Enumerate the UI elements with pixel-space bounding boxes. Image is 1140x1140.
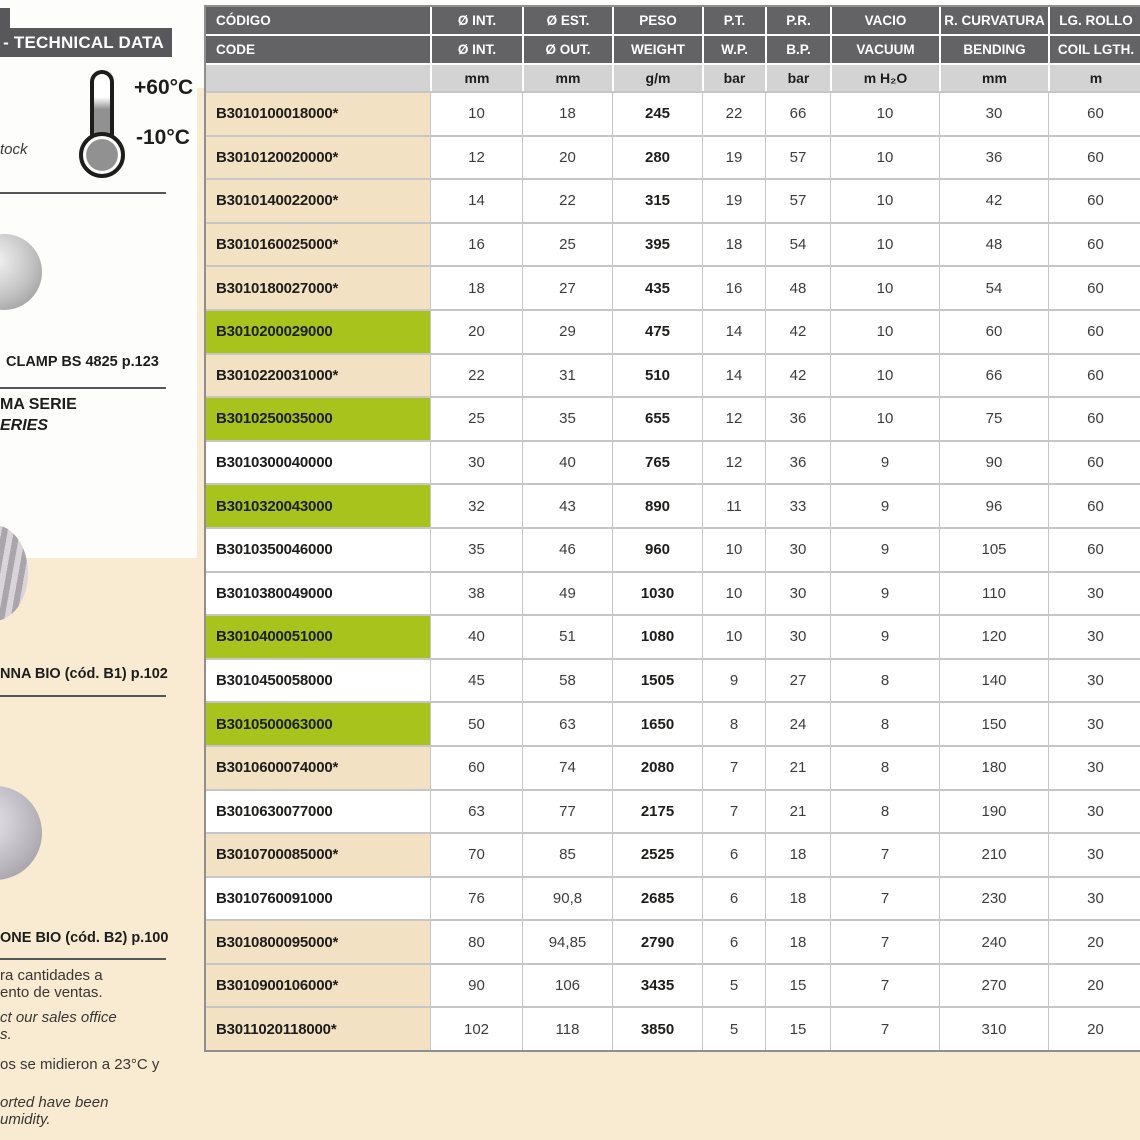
value-cell: 77 [522,791,612,833]
value-cell: 60 [1048,529,1140,571]
measurement-note-en-line2: umidity. [0,1111,51,1128]
value-cell: 30 [765,616,830,658]
header-cell: Ø OUT. [522,36,612,63]
table-row [206,789,1140,833]
value-cell: 54 [939,267,1048,309]
header-cell: Ø INT. [430,36,522,63]
bio2-reference: ONE BIO (cód. B2) p.100 [0,930,169,946]
value-cell: 30 [765,529,830,571]
units-cell: mm [939,65,1048,91]
value-cell: 16 [430,224,522,266]
value-cell: 29 [522,311,612,353]
value-cell: 50 [430,703,522,745]
value-cell: 30 [1048,573,1140,615]
value-cell: 60 [1048,267,1140,309]
table-header-row-es [206,7,1140,34]
temp-min-label: -10°C [136,126,190,149]
value-cell: 60 [1048,442,1140,484]
value-cell: 90 [430,965,522,1007]
value-cell: 106 [522,965,612,1007]
table-row [206,963,1140,1007]
table-row [206,745,1140,789]
value-cell: 43 [522,485,612,527]
table-row [206,135,1140,179]
units-cell [206,65,430,91]
value-cell: 230 [939,878,1048,920]
value-cell: 16 [702,267,765,309]
value-cell: 27 [765,660,830,702]
code-cell: B3010630077000 [206,791,430,833]
value-cell: 19 [702,137,765,179]
value-cell: 435 [612,267,702,309]
table-row [206,701,1140,745]
units-cell: bar [702,65,765,91]
value-cell: 96 [939,485,1048,527]
value-cell: 6 [702,921,765,963]
value-cell: 7 [830,1008,939,1050]
value-cell: 3435 [612,965,702,1007]
value-cell: 30 [1048,878,1140,920]
bio1-reference: NNA BIO (cód. B1) p.102 [0,666,168,682]
value-cell: 18 [765,878,830,920]
value-cell: 315 [612,180,702,222]
value-cell: 10 [830,93,939,135]
value-cell: 24 [765,703,830,745]
value-cell: 7 [830,921,939,963]
value-cell: 27 [522,267,612,309]
value-cell: 240 [939,921,1048,963]
value-cell: 20 [1048,1008,1140,1050]
value-cell: 890 [612,485,702,527]
value-cell: 510 [612,355,702,397]
value-cell: 20 [1048,921,1140,963]
header-cell: CODE [206,36,430,63]
value-cell: 22 [430,355,522,397]
value-cell: 90,8 [522,878,612,920]
value-cell: 60 [1048,93,1140,135]
header-cell: B.P. [765,36,830,63]
value-cell: 2525 [612,834,702,876]
code-cell: B3010120020000* [206,137,430,179]
value-cell: 60 [939,311,1048,353]
value-cell: 66 [765,93,830,135]
value-cell: 10 [702,529,765,571]
value-cell: 38 [430,573,522,615]
clamp-reference: CLAMP BS 4825 p.123 [6,354,159,370]
value-cell: 8 [702,703,765,745]
value-cell: 1080 [612,616,702,658]
value-cell: 74 [522,747,612,789]
value-cell: 12 [702,398,765,440]
table-row [206,483,1140,527]
code-cell: B3010350046000 [206,529,430,571]
table-left-gutter [197,88,204,1140]
temp-max-label: +60°C [134,76,194,99]
value-cell: 40 [522,442,612,484]
code-cell: B3010600074000* [206,747,430,789]
value-cell: 18 [765,834,830,876]
table-row [206,265,1140,309]
value-cell: 2790 [612,921,702,963]
value-cell: 57 [765,137,830,179]
code-cell: B3011020118000* [206,1008,430,1050]
value-cell: 21 [765,747,830,789]
header-cell: Ø INT. [430,7,522,34]
bottom-beige-background [204,1048,1140,1140]
value-cell: 60 [1048,398,1140,440]
value-cell: 110 [939,573,1048,615]
value-cell: 10 [830,311,939,353]
value-cell: 10 [702,616,765,658]
units-cell: g/m [612,65,702,91]
value-cell: 102 [430,1008,522,1050]
table-row [206,353,1140,397]
code-cell: B3010200029000 [206,311,430,353]
header-cell: BENDING [939,36,1048,63]
value-cell: 7 [830,965,939,1007]
value-cell: 395 [612,224,702,266]
value-cell: 8 [830,703,939,745]
value-cell: 10 [702,573,765,615]
value-cell: 12 [702,442,765,484]
value-cell: 60 [1048,224,1140,266]
value-cell: 8 [830,660,939,702]
value-cell: 30 [1048,747,1140,789]
clamp-photo [0,234,42,310]
divider [0,387,166,389]
value-cell: 8 [830,791,939,833]
table-row [206,309,1140,353]
header-cell: R. CURVATURA [939,7,1048,34]
value-cell: 42 [765,311,830,353]
value-cell: 30 [430,442,522,484]
value-cell: 12 [430,137,522,179]
value-cell: 7 [830,878,939,920]
value-cell: 2175 [612,791,702,833]
value-cell: 20 [1048,965,1140,1007]
table-row [206,571,1140,615]
value-cell: 5 [702,965,765,1007]
value-cell: 10 [830,355,939,397]
divider [0,958,166,960]
value-cell: 140 [939,660,1048,702]
code-cell: B3010160025000* [206,224,430,266]
value-cell: 10 [830,180,939,222]
value-cell: 32 [430,485,522,527]
technical-data-table [204,5,1140,1052]
code-cell: B3010380049000 [206,573,430,615]
code-cell: B3010140022000* [206,180,430,222]
value-cell: 20 [430,311,522,353]
measurement-note-es: os se midieron a 23°C y [0,1056,160,1073]
table-row [206,658,1140,702]
value-cell: 46 [522,529,612,571]
value-cell: 30 [939,93,1048,135]
code-cell: B3010760091000 [206,878,430,920]
header-cell: P.T. [702,7,765,34]
value-cell: 18 [522,93,612,135]
value-cell: 54 [765,224,830,266]
value-cell: 2685 [612,878,702,920]
value-cell: 66 [939,355,1048,397]
value-cell: 210 [939,834,1048,876]
value-cell: 7 [702,791,765,833]
sales-note-en-line2: s. [0,1026,12,1043]
value-cell: 18 [430,267,522,309]
value-cell: 7 [830,834,939,876]
code-cell: B3010300040000 [206,442,430,484]
value-cell: 30 [1048,616,1140,658]
table-units-row [206,65,1140,91]
value-cell: 310 [939,1008,1048,1050]
value-cell: 9 [830,616,939,658]
divider [0,192,166,194]
value-cell: 60 [430,747,522,789]
sales-note-es-line2: ento de ventas. [0,984,103,1001]
value-cell: 280 [612,137,702,179]
value-cell: 30 [1048,834,1140,876]
value-cell: 1650 [612,703,702,745]
value-cell: 51 [522,616,612,658]
value-cell: 33 [765,485,830,527]
value-cell: 2080 [612,747,702,789]
value-cell: 190 [939,791,1048,833]
header-cell: WEIGHT [612,36,702,63]
value-cell: 30 [1048,791,1140,833]
value-cell: 60 [1048,355,1140,397]
header-cell: CÓDIGO [206,7,430,34]
value-cell: 14 [702,355,765,397]
thermometer-bulb [79,132,125,178]
value-cell: 655 [612,398,702,440]
code-cell: B3010220031000* [206,355,430,397]
table-row [206,614,1140,658]
header-cell: VACUUM [830,36,939,63]
value-cell: 1030 [612,573,702,615]
series-note-es: MA SERIE [0,396,77,413]
value-cell: 9 [830,485,939,527]
sales-note-en-line1: ct our sales office [0,1009,117,1026]
value-cell: 6 [702,834,765,876]
value-cell: 180 [939,747,1048,789]
code-cell: B3010500063000 [206,703,430,745]
header-cell: PESO [612,7,702,34]
value-cell: 42 [765,355,830,397]
code-cell: B3010800095000* [206,921,430,963]
value-cell: 63 [430,791,522,833]
value-cell: 20 [522,137,612,179]
value-cell: 35 [430,529,522,571]
value-cell: 9 [830,573,939,615]
table-header-row-en [206,36,1140,63]
value-cell: 75 [939,398,1048,440]
value-cell: 270 [939,965,1048,1007]
units-cell: m [1048,65,1140,91]
value-cell: 36 [939,137,1048,179]
value-cell: 9 [830,529,939,571]
table-row [206,832,1140,876]
units-cell: mm [522,65,612,91]
value-cell: 60 [1048,137,1140,179]
code-cell: B3010700085000* [206,834,430,876]
value-cell: 475 [612,311,702,353]
value-cell: 36 [765,398,830,440]
value-cell: 60 [1048,311,1140,353]
value-cell: 5 [702,1008,765,1050]
divider [0,695,166,697]
units-cell: m H₂O [830,65,939,91]
value-cell: 76 [430,878,522,920]
value-cell: 49 [522,573,612,615]
technical-data-banner [0,28,172,57]
table-row [206,527,1140,571]
value-cell: 70 [430,834,522,876]
value-cell: 10 [830,224,939,266]
value-cell: 22 [702,93,765,135]
value-cell: 8 [830,747,939,789]
value-cell: 85 [522,834,612,876]
value-cell: 30 [1048,703,1140,745]
header-cell: P.R. [765,7,830,34]
value-cell: 11 [702,485,765,527]
value-cell: 10 [830,137,939,179]
value-cell: 150 [939,703,1048,745]
code-cell: B3010400051000 [206,616,430,658]
value-cell: 120 [939,616,1048,658]
code-cell: B3010100018000* [206,93,430,135]
value-cell: 960 [612,529,702,571]
value-cell: 30 [765,573,830,615]
value-cell: 3850 [612,1008,702,1050]
value-cell: 22 [522,180,612,222]
table-row [206,1006,1140,1050]
value-cell: 9 [702,660,765,702]
value-cell: 31 [522,355,612,397]
value-cell: 6 [702,878,765,920]
code-cell: B3010450058000 [206,660,430,702]
value-cell: 25 [430,398,522,440]
value-cell: 21 [765,791,830,833]
value-cell: 14 [702,311,765,353]
table-row [206,222,1140,266]
value-cell: 19 [702,180,765,222]
table-row [206,396,1140,440]
value-cell: 1505 [612,660,702,702]
table-row [206,440,1140,484]
units-cell: bar [765,65,830,91]
table-row [206,91,1140,135]
table-body [206,91,1140,1050]
value-cell: 94,85 [522,921,612,963]
header-cell: VACIO [830,7,939,34]
value-cell: 48 [765,267,830,309]
table-row [206,876,1140,920]
code-cell: B3010320043000 [206,485,430,527]
value-cell: 36 [765,442,830,484]
value-cell: 63 [522,703,612,745]
value-cell: 765 [612,442,702,484]
value-cell: 14 [430,180,522,222]
value-cell: 30 [1048,660,1140,702]
code-cell: B3010180027000* [206,267,430,309]
series-note-en: ERIES [0,417,49,434]
value-cell: 18 [702,224,765,266]
value-cell: 60 [1048,180,1140,222]
sales-note-es-line1: ra cantidades a [0,967,103,984]
code-cell: B3010900106000* [206,965,430,1007]
value-cell: 10 [830,398,939,440]
value-cell: 57 [765,180,830,222]
table-row [206,178,1140,222]
value-cell: 9 [830,442,939,484]
value-cell: 15 [765,1008,830,1050]
measurement-note-en-line1: orted have been [0,1094,109,1111]
value-cell: 58 [522,660,612,702]
value-cell: 40 [430,616,522,658]
value-cell: 15 [765,965,830,1007]
value-cell: 7 [702,747,765,789]
value-cell: 245 [612,93,702,135]
value-cell: 60 [1048,485,1140,527]
value-cell: 25 [522,224,612,266]
banner-label: - TECHNICAL DATA [3,32,164,52]
value-cell: 45 [430,660,522,702]
value-cell: 10 [830,267,939,309]
value-cell: 90 [939,442,1048,484]
table-row [206,919,1140,963]
value-cell: 105 [939,529,1048,571]
value-cell: 18 [765,921,830,963]
value-cell: 48 [939,224,1048,266]
value-cell: 10 [430,93,522,135]
value-cell: 80 [430,921,522,963]
header-cell: W.P. [702,36,765,63]
header-cell: LG. ROLLO [1048,7,1140,34]
value-cell: 118 [522,1008,612,1050]
stock-note-fragment: tock [0,141,28,158]
value-cell: 42 [939,180,1048,222]
value-cell: 35 [522,398,612,440]
code-cell: B3010250035000 [206,398,430,440]
header-cell: Ø EST. [522,7,612,34]
header-cell: COIL LGTH. [1048,36,1140,63]
units-cell: mm [430,65,522,91]
